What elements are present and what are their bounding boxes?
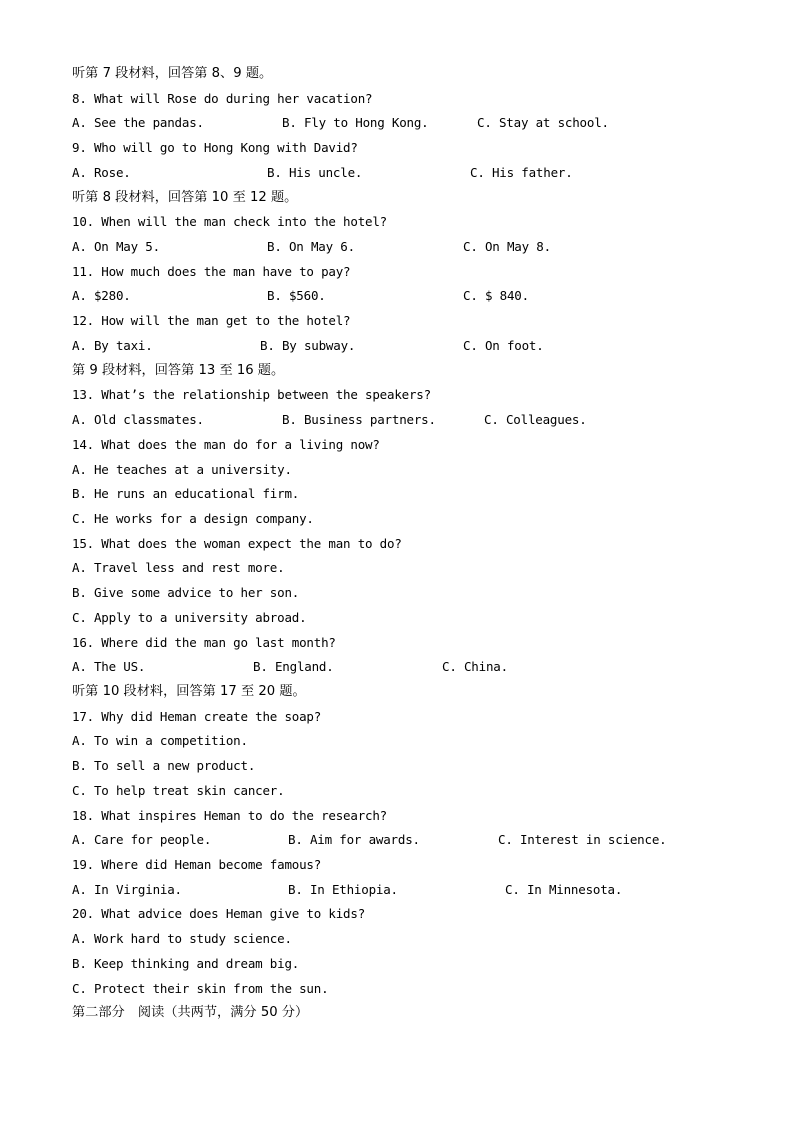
option-a: A. Care for people.: [72, 832, 212, 848]
question-16: 16. Where did the man go last month?: [72, 634, 336, 650]
option-c: C. $ 840.: [463, 288, 529, 304]
options-row-9: [72, 161, 752, 186]
question-19: 19. Where did Heman become famous?: [72, 857, 322, 872]
option-c: C. Stay at school.: [477, 115, 609, 131]
option-c: C. His father.: [470, 164, 573, 180]
question-15: 15. What does the woman expect the man to do?: [72, 535, 402, 551]
options-row-16: [72, 655, 752, 680]
option-a: A. He teaches at a university.: [72, 461, 292, 477]
option-b: B. In Ethiopia.: [288, 881, 398, 897]
exam-page: [72, 62, 752, 1026]
option-a: A. $280.: [72, 288, 131, 304]
option-b: B. On May 6.: [267, 239, 355, 255]
question-10: 10. When will the man check into the hotel?: [72, 214, 388, 230]
option-c: C. On foot.: [463, 337, 544, 353]
option-b: B. By subway.: [260, 337, 356, 353]
option-b: B. Business partners.: [282, 412, 436, 428]
question-14: 14. What does the man do for a living now?: [72, 436, 380, 452]
option-b: B. Keep thinking and dream big.: [72, 955, 300, 971]
part-heading: 第二部分 阅读（共两节，满分 50 分）: [72, 1005, 309, 1021]
question-9: 9. Who will go to Hong Kong with David?: [72, 140, 358, 156]
option-a: A. Travel less and rest more.: [72, 560, 285, 576]
option-c: C. Protect their skin from the sun.: [72, 980, 329, 996]
options-row-11: [72, 284, 752, 309]
section-heading: 第 9 段材料，回答第 13 至 16 题。: [72, 362, 285, 378]
section-heading: 听第 10 段材料，回答第 17 至 20 题。: [72, 683, 306, 699]
options-row-18: [72, 828, 752, 853]
option-b: B. His uncle.: [267, 164, 363, 180]
option-c: C. Colleagues.: [484, 412, 587, 428]
question-20: 20. What advice does Heman give to kids?: [72, 906, 366, 922]
options-row-12: [72, 334, 752, 359]
option-a: A. The US.: [72, 659, 146, 675]
option-b: B. Give some advice to her son.: [72, 585, 300, 601]
option-a: A. Old classmates.: [72, 412, 204, 428]
option-a: A. By taxi.: [72, 337, 153, 353]
options-row-19: [72, 878, 752, 903]
option-b: B. $560.: [267, 288, 326, 304]
options-row-13: [72, 408, 752, 433]
option-a: A. To win a competition.: [72, 733, 248, 749]
option-b: B. He runs an educational firm.: [72, 486, 300, 502]
option-c: C. Apply to a university abroad.: [72, 609, 307, 625]
option-b: B. Aim for awards.: [288, 832, 420, 848]
question-11: 11. How much does the man have to pay?: [72, 263, 351, 279]
section-heading: 听第 8 段材料，回答第 10 至 12 题。: [72, 189, 298, 205]
question-12: 12. How will the man get to the hotel?: [72, 313, 351, 329]
section-heading: 听第 7 段材料，回答第 8、9 题。: [72, 66, 273, 81]
option-b: B. Fly to Hong Kong.: [282, 115, 429, 131]
option-a: A. Work hard to study science.: [72, 931, 292, 947]
option-b: B. To sell a new product.: [72, 758, 256, 774]
question-18: 18. What inspires Heman to do the research?: [72, 807, 388, 823]
option-c: C. On May 8.: [463, 239, 551, 255]
question-13: 13. What’s the relationship between the speakers?: [72, 387, 431, 403]
option-c: C. In Minnesota.: [505, 881, 623, 897]
options-row-8: [72, 111, 752, 136]
question-17: 17. Why did Heman create the soap?: [72, 708, 322, 724]
option-a: A. Rose.: [72, 164, 131, 180]
option-c: C. Interest in science.: [498, 832, 667, 848]
option-c: C. China.: [442, 659, 508, 675]
option-b: B. England.: [253, 659, 334, 675]
option-c: C. He works for a design company.: [72, 510, 314, 526]
options-row-10: [72, 235, 752, 260]
option-a: A. On May 5.: [72, 239, 160, 255]
question-8: 8. What will Rose do during her vacation?: [72, 90, 373, 106]
option-a: A. See the pandas.: [72, 115, 204, 131]
option-c: C. To help treat skin cancer.: [72, 782, 285, 798]
option-a: A. In Virginia.: [72, 881, 182, 897]
